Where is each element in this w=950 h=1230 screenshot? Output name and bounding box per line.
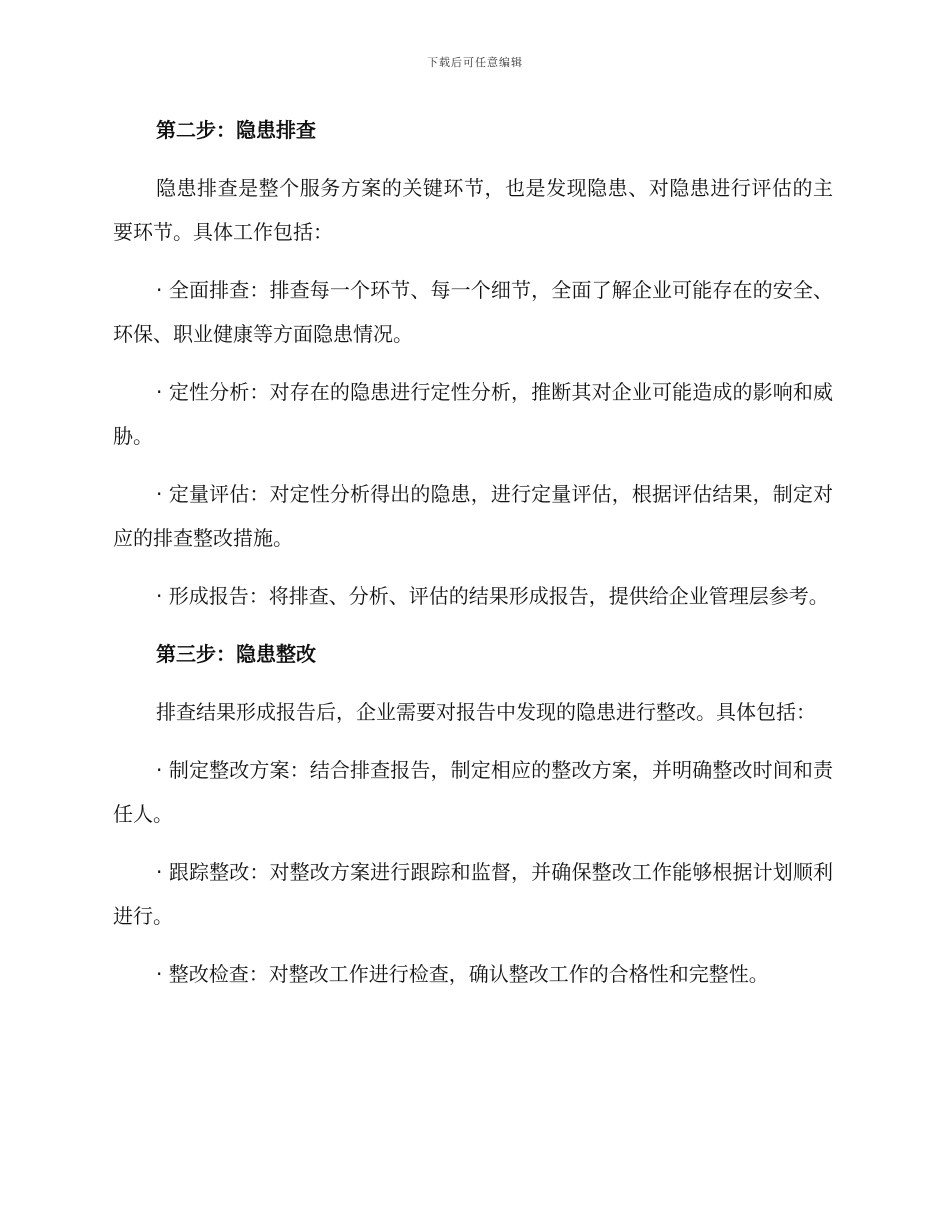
list-item: · 制定整改方案：结合排查报告，制定相应的整改方案，并明确整改时间和责任人。: [113, 758, 833, 826]
section-heading: 第二步：隐患排查: [156, 118, 316, 142]
list-item: · 跟踪整改：对整改方案进行跟踪和监督，并确保整改工作能够根据计划顺利进行。: [113, 860, 833, 928]
section-hazard-rectification: [113, 632, 833, 996]
list-item: · 整改检查：对整改工作进行检查，确认整改工作的合格性和完整性。: [156, 962, 769, 986]
list-item: · 形成报告：将排查、分析、评估的结果形成报告，提供给企业管理层参考。: [156, 584, 829, 608]
section-intro: 排查结果形成报告后，企业需要对报告中发现的隐患进行整改。具体包括：: [156, 700, 816, 724]
page-header-note: 下载后可任意编辑: [427, 56, 523, 69]
list-item: · 全面排查：排查每一个环节、每一个细节，全面了解企业可能存在的安全、环保、职业健康等方面隐患情况。: [113, 278, 833, 346]
section-intro: 隐患排查是整个服务方案的关键环节，也是发现隐患、对隐患进行评估的主要环节。具体工作包括：: [113, 176, 833, 244]
document-body: [113, 108, 833, 1010]
list-item: · 定性分析：对存在的隐患进行定性分析，推断其对企业可能造成的影响和威胁。: [113, 380, 833, 448]
list-item: · 定量评估：对定性分析得出的隐患，进行定量评估，根据评估结果，制定对应的排查整改措施。: [113, 482, 833, 550]
section-heading: 第三步：隐患整改: [156, 642, 316, 666]
section-hazard-inspection: [113, 108, 833, 618]
